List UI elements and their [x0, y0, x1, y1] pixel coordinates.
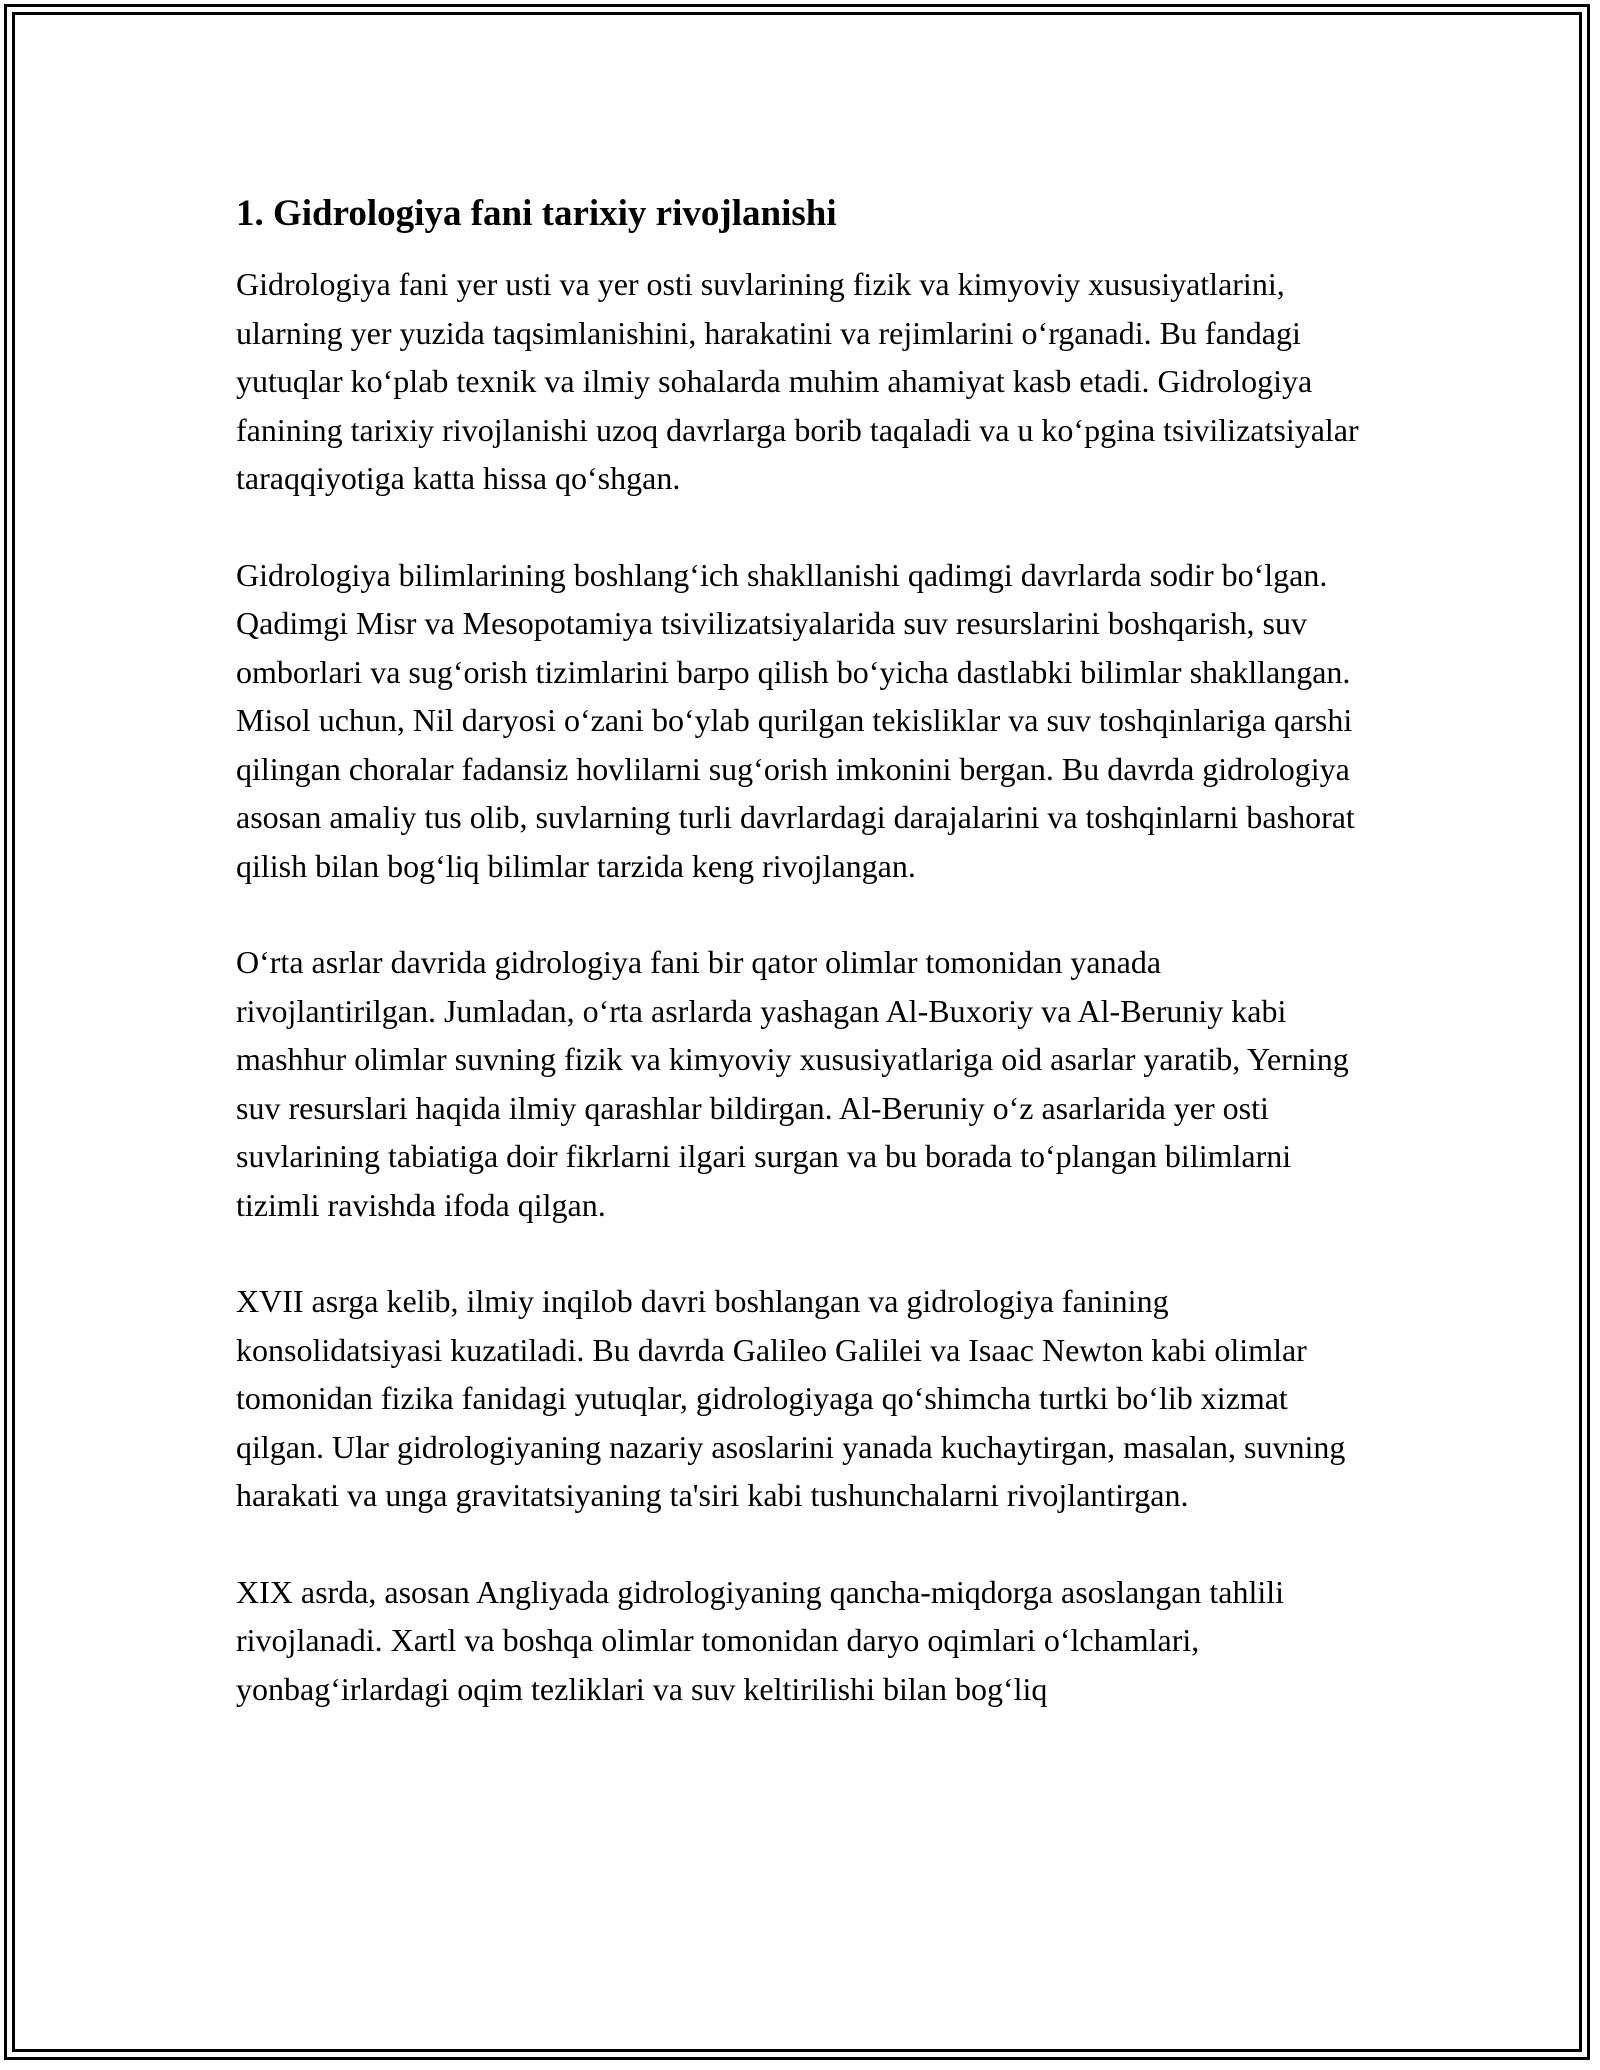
paragraph-17th-century: XVII asrga kelib, ilmiy inqilob davri boshlangan va gidrologiya fanining konsolidatsiyasi kuzatiladi. Bu davrda Galileo Galilei va Isaac Newton kabi olimlar tomonidan fizika fanidagi yutuqlar, gidrologiyaga qo‘shimcha turtki bo‘lib xizmat qilgan. Ular gidrologiyaning nazariy asoslarini yanada kuchaytirgan, masalan, suvning harakati va unga gravitatsiyaning ta'siri kabi tushunchalarni rivojlantirgan. — [236, 1283, 1346, 1513]
paragraph-19th-century: XIX asrda, asosan Angliyada gidrologiyaning qancha-miqdorga asoslangan tahlili rivojlanadi. Xartl va boshqa olimlar tomonidan daryo oqimlari o‘lchamlari, yonbag‘irlardagi oqim tezliklari va suv keltirilishi bilan bog‘liq — [236, 1573, 1285, 1707]
document-body — [236, 184, 1366, 1761]
section-heading: 1. Gidrologiya fani tarixiy rivojlanishi — [236, 193, 837, 234]
paragraph-intro: Gidrologiya fani yer usti va yer osti suvlarining fizik va kimyoviy xususiyatlarini, ularning yer yuzida taqsimlanishini, harakatini va rejimlarini o‘rganadi. Bu fandagi yutuqlar ko‘plab texnik va ilmiy sohalarda muhim ahamiyat kasb etadi. Gidrologiya fanining tarixiy rivojlanishi uzoq davrlarga borib taqaladi va u ko‘pgina tsivilizatsiyalar taraqqiyotiga katta hissa qo‘shgan. — [236, 266, 1359, 496]
paragraph-ancient: Gidrologiya bilimlarining boshlang‘ich shakllanishi qadimgi davrlarda sodir bo‘lgan. Qadimgi Misr va Mesopotamiya tsivilizatsiyalarida suv resurslarini boshqarish, suv omborlari va sug‘orish tizimlarini barpo qilish bo‘yicha dastlabki bilimlar shakllangan. Misol uchun, Nil daryosi o‘zani bo‘ylab qurilgan tekisliklar va suv toshqinlariga qarshi qilingan choralar fadansiz hovlilarni sug‘orish imkonini bergan. Bu davrda gidrologiya asosan amaliy tus olib, suvlarning turli davrlardagi darajalarini va toshqinlarni bashorat qilish bilan bog‘liq bilimlar tarzida keng rivojlangan. — [236, 556, 1355, 884]
paragraph-middle-ages: O‘rta asrlar davrida gidrologiya fani bir qator olimlar tomonidan yanada rivojlantirilgan. Jumladan, o‘rta asrlarda yashagan Al-Buxoriy va Al-Beruniy kabi mashhur olimlar suvning fizik va kimyoviy xususiyatlariga oid asarlar yaratib, Yerning suv resurslari haqida ilmiy qarashlar bildirgan. Al-Beruniy o‘z asarlarida yer osti suvlarining tabiatiga doir fikrlarni ilgari surgan va bu borada to‘plangan bilimlarni tizimli ravishda ifoda qilgan. — [236, 944, 1349, 1223]
